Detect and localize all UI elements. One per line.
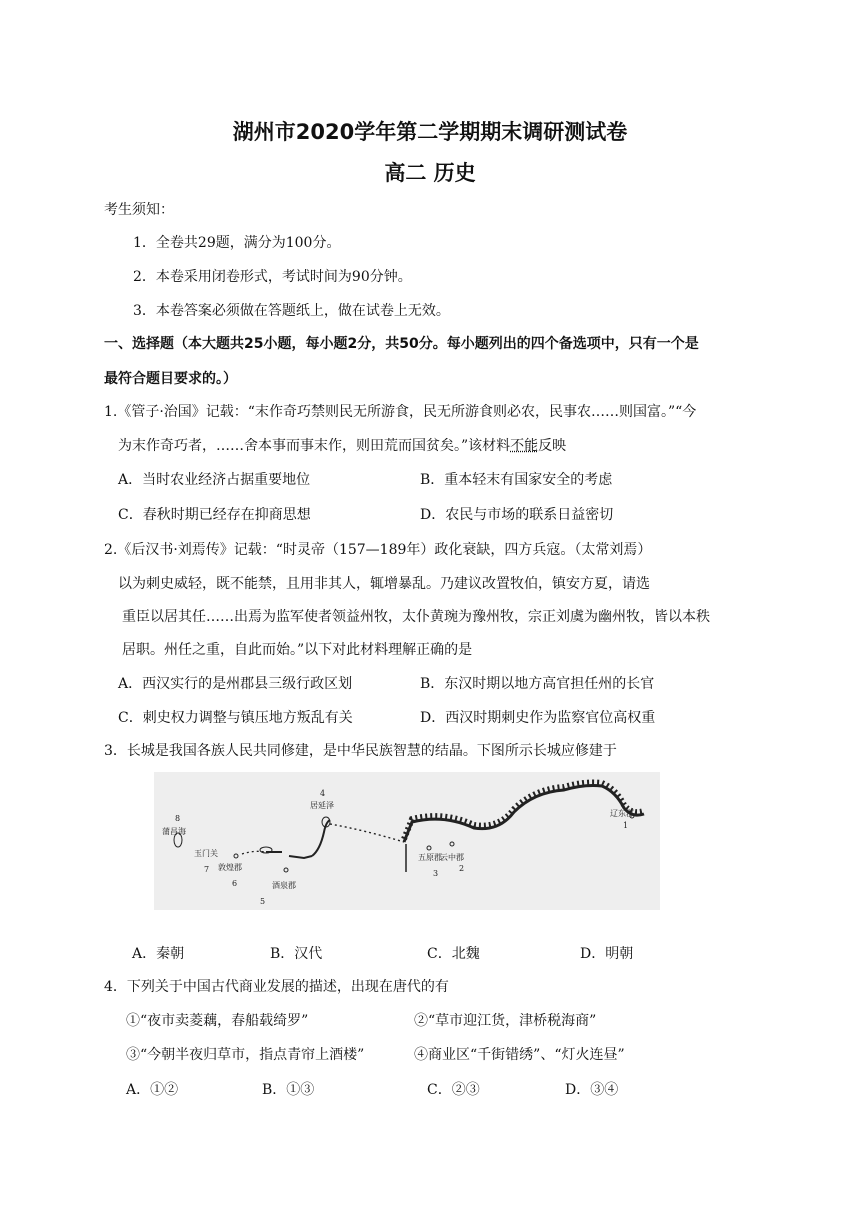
- q1-option-a: A．当时农业经济占据重要地位: [118, 472, 311, 488]
- section-heading-line1: 一、选择题（本大题共25小题，每小题2分，共50分。每小题列出的四个备选项中，只有一个是: [104, 336, 699, 352]
- wall-juyan-segment: [312, 820, 330, 856]
- map-label-puchanghai: 蒲昌海: [162, 827, 186, 836]
- q3-option-b: B．汉代: [270, 946, 323, 962]
- q4-stem: 4．下列关于中国古代商业发展的描述，出现在唐代的有: [104, 979, 449, 995]
- q1-option-c: C．春秋时期已经存在抑商思想: [118, 507, 311, 523]
- q2-option-c: C．刺史权力调整与镇压地方叛乱有关: [118, 710, 353, 726]
- q2-stem-line1: 2.《后汉书·刘焉传》记载：“时灵帝（157—189年）政化衰缺，四方兵寇。（太常刘焉）: [104, 542, 652, 558]
- q1-stem-end: 反映: [538, 438, 567, 454]
- q1-stem-text: 为末作奇巧者，……舍本事而事末作，则田荒而国贫矣。”该材料: [118, 438, 511, 454]
- q2-stem-line3: 重臣以居其任……出焉为监军使者领益州牧，太仆黄琬为豫州牧，宗正刘虞为幽州牧，皆以本秩: [122, 609, 710, 625]
- q2-stem-line2: 以为刺史威轻，既不能禁，且用非其人，辄增暴乱。乃建议改置牧伯，镇安方夏，请选: [118, 576, 650, 592]
- notice-item-1: 1．全卷共29题，满分为100分。: [133, 235, 341, 251]
- wuyuan-marker: [427, 846, 431, 850]
- q2-stem-line4: 居职。州任之重，自此而始。”以下对此材料理解正确的是: [122, 642, 473, 658]
- q2-option-d: D．西汉时期刺史作为监察官位高权重: [420, 710, 656, 726]
- map-label-4: 4: [320, 789, 326, 798]
- great-wall-map-svg: [154, 772, 660, 910]
- dunhuang-marker: [234, 854, 238, 858]
- q4-item-3: ③“今朝半夜归草市，指点青帘上酒楼”: [126, 1047, 365, 1063]
- q4-option-a: A．①②: [126, 1082, 179, 1098]
- map-label-2: 2: [459, 864, 465, 873]
- notice-item-3: 3．本卷答案必须做在答题纸上，做在试卷上无效。: [133, 303, 450, 319]
- q4-item-4: ④商业区“千街错绣”、“灯火连昼”: [414, 1047, 625, 1063]
- q1-emphasis: 不能: [510, 438, 539, 454]
- q2-option-b: B．东汉时期以地方高官担任州的长官: [420, 676, 655, 692]
- map-label-5: 5: [260, 897, 266, 906]
- exam-title: 湖州市2020学年第二学期期末调研测试卷: [232, 120, 628, 144]
- wall-east-main: [404, 786, 644, 843]
- q3-option-c: C．北魏: [427, 946, 480, 962]
- wall-central-dotted: [330, 824, 404, 842]
- map-label-liaodong: 辽东郡: [610, 809, 634, 818]
- great-wall-map: [154, 772, 660, 910]
- q1-stem-line2: [118, 436, 566, 456]
- map-label-jiuquan: 酒泉郡: [272, 881, 296, 890]
- map-label-wuyuan: 五原郡: [418, 853, 442, 862]
- yunzhong-marker: [450, 842, 454, 846]
- map-label-1: 1: [623, 821, 629, 830]
- map-label-6: 6: [232, 879, 238, 888]
- map-label-dunhuang: 敦煌郡: [218, 863, 242, 872]
- section-heading-line2: 最符合题目要求的。）: [104, 371, 237, 387]
- q4-option-d: D．③④: [565, 1082, 619, 1098]
- map-label-yumenguan: 玉门关: [194, 849, 218, 858]
- q4-item-2: ②“草市迎江货，津桥税海商”: [414, 1013, 597, 1029]
- q4-option-b: B．①③: [262, 1082, 315, 1098]
- q4-option-c: C．②③: [427, 1082, 480, 1098]
- wall-dunhuang-segment: [266, 852, 312, 858]
- map-label-juyan: 居延泽: [310, 801, 334, 810]
- q1-stem-line1: 1.《管子·治国》记载：“末作奇巧禁则民无所游食，民无所游食则必农，民事农……则国富。”“今: [104, 404, 697, 420]
- q1-option-b: B．重本轻末有国家安全的考虑: [420, 472, 613, 488]
- map-label-8: 8: [175, 814, 181, 823]
- q3-option-d: D．明朝: [580, 946, 634, 962]
- map-label-3: 3: [433, 869, 439, 878]
- q4-item-1: ①“夜市卖菱藕，春船载绮罗”: [126, 1013, 309, 1029]
- map-label-7: 7: [204, 865, 210, 874]
- jiuquan-marker: [284, 868, 288, 872]
- q2-option-a: A．西汉实行的是州郡县三级行政区划: [118, 676, 353, 692]
- map-label-yunzhong: 云中郡: [440, 853, 464, 862]
- notice-heading: 考生须知：: [104, 202, 174, 218]
- notice-item-2: 2．本卷采用闭卷形式，考试时间为90分钟。: [133, 269, 412, 285]
- exam-subtitle: 高二 历史: [384, 161, 476, 185]
- q3-option-a: A．秦朝: [132, 946, 185, 962]
- q1-option-d: D．农民与市场的联系日益密切: [420, 507, 614, 523]
- q3-stem: 3．长城是我国各族人民共同修建，是中华民族智慧的结晶。下图所示长城应修建于: [104, 743, 617, 759]
